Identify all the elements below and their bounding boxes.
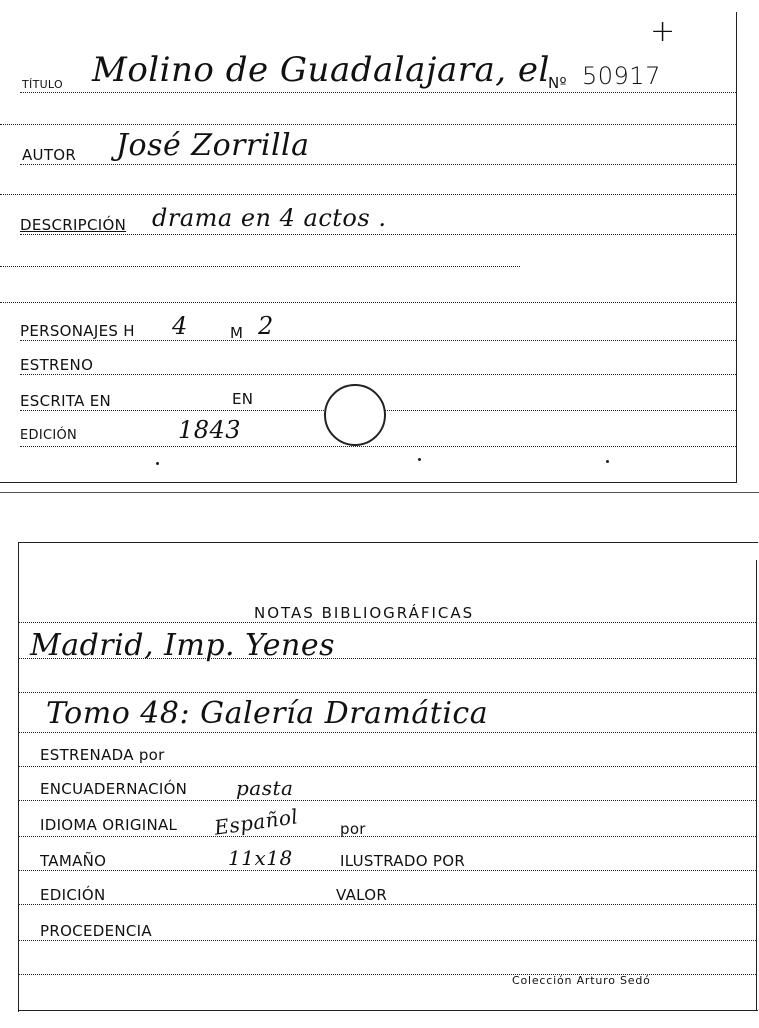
descripcion-value: drama en 4 actos . <box>152 204 387 232</box>
edicion-value: 1843 <box>178 416 242 444</box>
idioma-value: Español <box>212 804 300 840</box>
top-card-bottom-border <box>0 482 737 483</box>
personajes-m-label: M <box>230 324 244 342</box>
personajes-h-label: PERSONAJES H <box>20 322 135 340</box>
speck <box>606 460 609 463</box>
note-line-1: Madrid, Imp. Yenes <box>30 628 336 663</box>
ilustrado-label: ILUSTRADO POR <box>340 852 466 870</box>
edicion-dotted-line <box>20 446 736 447</box>
speck <box>418 458 421 461</box>
tamano-label: TAMAÑO <box>40 852 107 870</box>
bottom-card-bottom-border <box>18 1010 758 1011</box>
valor-label: VALOR <box>336 886 388 904</box>
estreno-dotted-line <box>20 374 736 375</box>
autor-dotted-line <box>20 164 736 165</box>
top-card-right-border <box>736 12 737 482</box>
personajes-h-value: 4 <box>172 312 188 340</box>
speck <box>156 462 159 465</box>
autor-dotted-line-2 <box>0 194 736 195</box>
escrita-en-label-2: EN <box>232 390 254 408</box>
idioma-label: IDIOMA ORIGINAL <box>40 816 178 834</box>
notas-dotted-line <box>18 622 756 623</box>
titulo-label: TÍTULO <box>22 78 63 91</box>
coleccion-stamp: Colección Arturo Sedó <box>512 974 651 987</box>
idioma-por-label: por <box>340 820 366 838</box>
autor-value: José Zorrilla <box>116 128 310 163</box>
bottom-card-top-border <box>18 542 758 543</box>
note-dotted-line-2 <box>18 692 756 693</box>
edicion-label: EDICIÓN <box>20 428 78 443</box>
procedencia-label: PROCEDENCIA <box>40 922 152 940</box>
encuadernacion-value: pasta <box>236 776 294 800</box>
autor-label: AUTOR <box>22 146 77 164</box>
tamano-value: 11x18 <box>228 846 293 870</box>
idioma-dotted-line <box>18 836 756 837</box>
titulo-dotted-line <box>20 92 736 93</box>
numero-label: Nº <box>548 74 567 92</box>
note-dotted-line-3 <box>18 732 756 733</box>
tamano-dotted-line <box>18 870 756 871</box>
note-dotted-line-1 <box>18 658 756 659</box>
numero-value: 50917 <box>582 62 661 90</box>
procedencia-dotted-line <box>18 940 756 941</box>
bottom-card-right-border <box>756 560 757 1010</box>
plus-mark: + <box>650 14 676 49</box>
personajes-m-value: 2 <box>258 312 274 340</box>
descripcion-dotted-line <box>20 234 736 235</box>
descripcion-dotted-line-3 <box>0 302 736 303</box>
page-divider <box>0 492 759 493</box>
notas-heading: NOTAS BIBLIOGRÁFICAS <box>254 604 475 622</box>
estrenada-dotted-line <box>18 766 756 767</box>
estrenada-label: ESTRENADA por <box>40 746 165 764</box>
titulo-value: Molino de Guadalajara, el <box>92 50 550 90</box>
descripcion-dotted-line-2 <box>0 266 520 267</box>
descripcion-label: DESCRIPCIÓN <box>20 216 127 234</box>
estreno-label: ESTRENO <box>20 356 94 374</box>
personajes-dotted-line <box>20 340 736 341</box>
edicion-bottom-label: EDICIÓN <box>40 886 106 904</box>
titulo-dotted-line-2 <box>0 124 736 125</box>
punch-hole <box>324 384 386 446</box>
note-line-2: Tomo 48: Galería Dramática <box>46 696 489 731</box>
escrita-en-label: ESCRITA EN <box>20 392 112 410</box>
encuadernacion-label: ENCUADERNACIÓN <box>40 780 188 798</box>
encuadernacion-dotted-line <box>18 800 756 801</box>
edicion-bottom-dotted-line <box>18 904 756 905</box>
bottom-card-left-border <box>18 542 19 1012</box>
